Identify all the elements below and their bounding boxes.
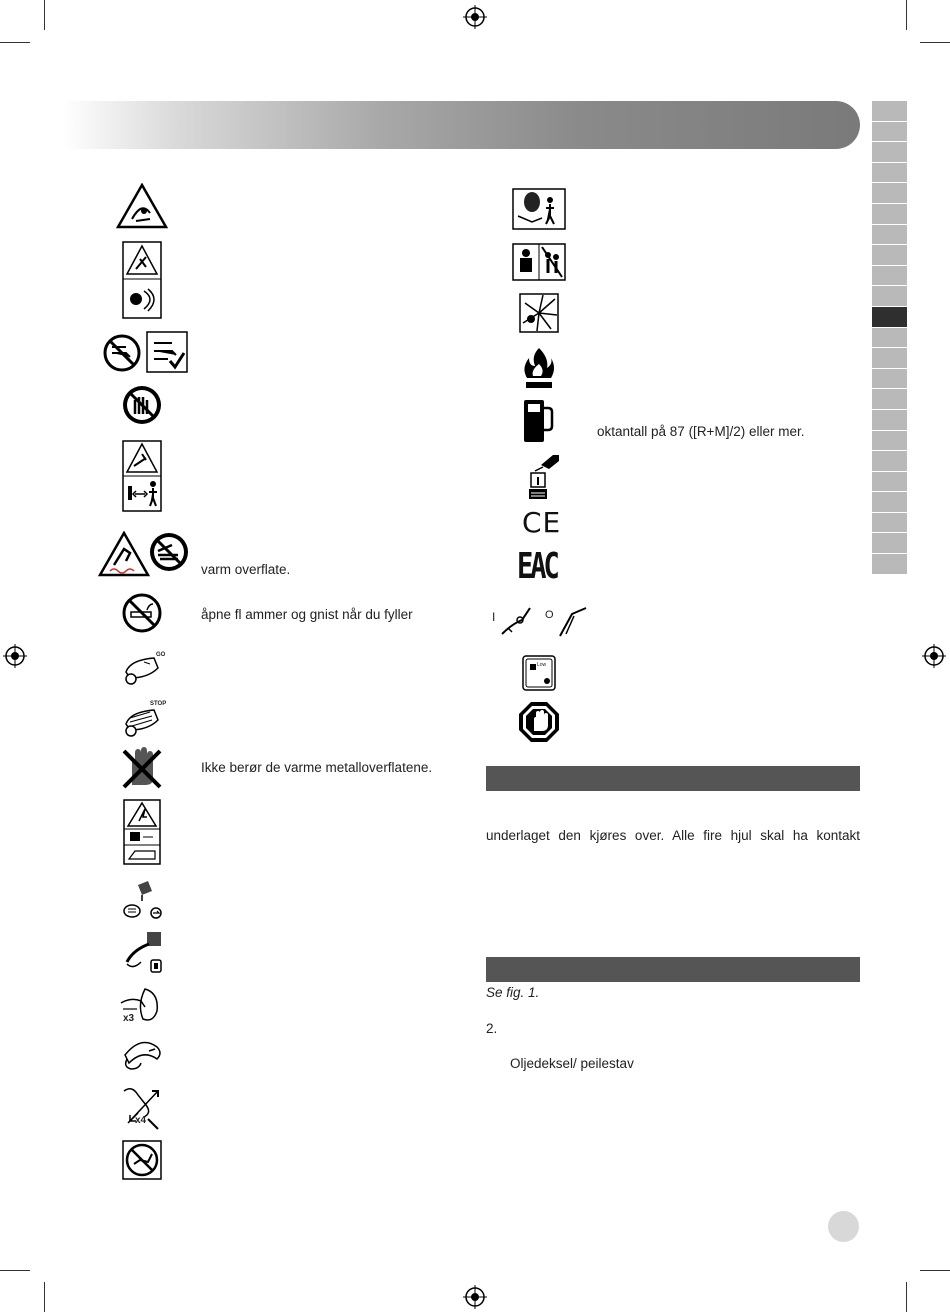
item-number: 2.: [486, 1021, 498, 1036]
language-tab: [872, 163, 907, 183]
warning-thrown-objects-icon: [122, 241, 162, 319]
language-tab: [872, 245, 907, 265]
language-tab: [872, 101, 907, 121]
registration-mark-icon: [3, 644, 27, 668]
no-smoking-icon: [121, 592, 163, 634]
hot-surface-text: varm overflate.: [201, 562, 291, 577]
crop-mark: [906, 0, 907, 30]
section-bar-1: [486, 766, 860, 791]
correct-hands-icon: [146, 331, 188, 373]
no-hands-icon: [121, 384, 163, 426]
ce-mark: CE: [522, 506, 562, 539]
language-tab: [872, 451, 907, 471]
crop-mark: [44, 1282, 45, 1312]
language-tab: [872, 389, 907, 409]
switch-off-label: I: [492, 610, 496, 624]
language-tab: [872, 307, 907, 327]
warning-blade-icon: [116, 183, 168, 229]
language-tab: [872, 122, 907, 142]
oil-fill-icon: [120, 879, 164, 921]
switch-on-label: O: [545, 609, 554, 621]
language-tab: [872, 183, 907, 203]
bystanders-warning-icon: [512, 188, 566, 230]
fuel-container-icon: [519, 451, 561, 501]
language-tab: [872, 472, 907, 492]
go-label: GO: [156, 652, 166, 658]
language-tab: [872, 554, 907, 574]
switch-on-icon: [556, 604, 588, 638]
language-tab: [872, 204, 907, 224]
dont-touch-text: Ikke berør de varme metalloverflatene.: [201, 760, 433, 775]
flammable-icon: [522, 346, 556, 390]
language-tab: [872, 533, 907, 553]
x3-label: x3: [123, 1013, 135, 1024]
x4-label: x4: [135, 1115, 147, 1126]
language-tab: [872, 513, 907, 533]
registration-mark-icon: [922, 644, 946, 668]
crop-mark: [906, 1282, 907, 1312]
language-tabs: [872, 101, 907, 575]
language-tab: [872, 492, 907, 512]
explosion-hazard-icon: [519, 293, 559, 333]
language-tab: [872, 286, 907, 306]
registration-mark-icon: [463, 5, 487, 29]
no-slope-mowing-icon: [122, 1140, 162, 1180]
low-label: Low: [537, 662, 547, 668]
eac-mark: EAC: [517, 546, 557, 587]
registration-mark-icon: [463, 1285, 487, 1309]
language-tab: [872, 431, 907, 451]
stop-label: STOP: [150, 701, 167, 707]
language-tab: [872, 348, 907, 368]
oil-level-icon: [522, 655, 556, 691]
octane-text: oktantall på 87 ([R+M]/2) eller mer.: [597, 424, 805, 439]
crop-mark: [0, 42, 30, 43]
warning-manual-icon: [123, 799, 161, 865]
crop-mark: [0, 1270, 30, 1271]
item-label-oil-cap: Oljedeksel/ peilestav: [510, 1056, 634, 1071]
warning-keep-distance-icon: [122, 440, 162, 512]
stop-hand-icon: [518, 701, 560, 743]
no-touch-hot-icon: [148, 531, 190, 573]
crop-mark: [920, 42, 950, 43]
no-open-flame-text: åpne fl ammer og gnist når du fyller: [201, 607, 413, 622]
children-keep-away-icon: [512, 243, 566, 281]
language-tab: [872, 266, 907, 286]
see-figure-text: Se fig. 1.: [486, 985, 540, 1000]
no-touch-hand-icon: [120, 745, 164, 791]
crop-mark: [920, 1270, 950, 1271]
language-tab: [872, 142, 907, 162]
mower-stop-icon: [120, 704, 166, 738]
choke-lever-icon: [119, 1037, 165, 1077]
language-tab: [872, 328, 907, 348]
fuel-fill-icon: [119, 930, 165, 976]
fuel-pump-icon: [522, 398, 554, 444]
language-tab: [872, 369, 907, 389]
crop-mark: [44, 0, 45, 30]
chapter-header-bar: [62, 101, 860, 149]
language-tab: [872, 410, 907, 430]
section-1-body: underlaget den kjøres over. Alle fire hjul skal ha kontakt: [486, 828, 860, 843]
no-hands-slope-icon: [102, 333, 142, 373]
language-tab: [872, 225, 907, 245]
switch-off-icon: [500, 604, 536, 638]
page-number-badge: [828, 1211, 859, 1242]
section-bar-2: [486, 957, 860, 982]
warning-hot-surface-icon: [98, 531, 150, 577]
